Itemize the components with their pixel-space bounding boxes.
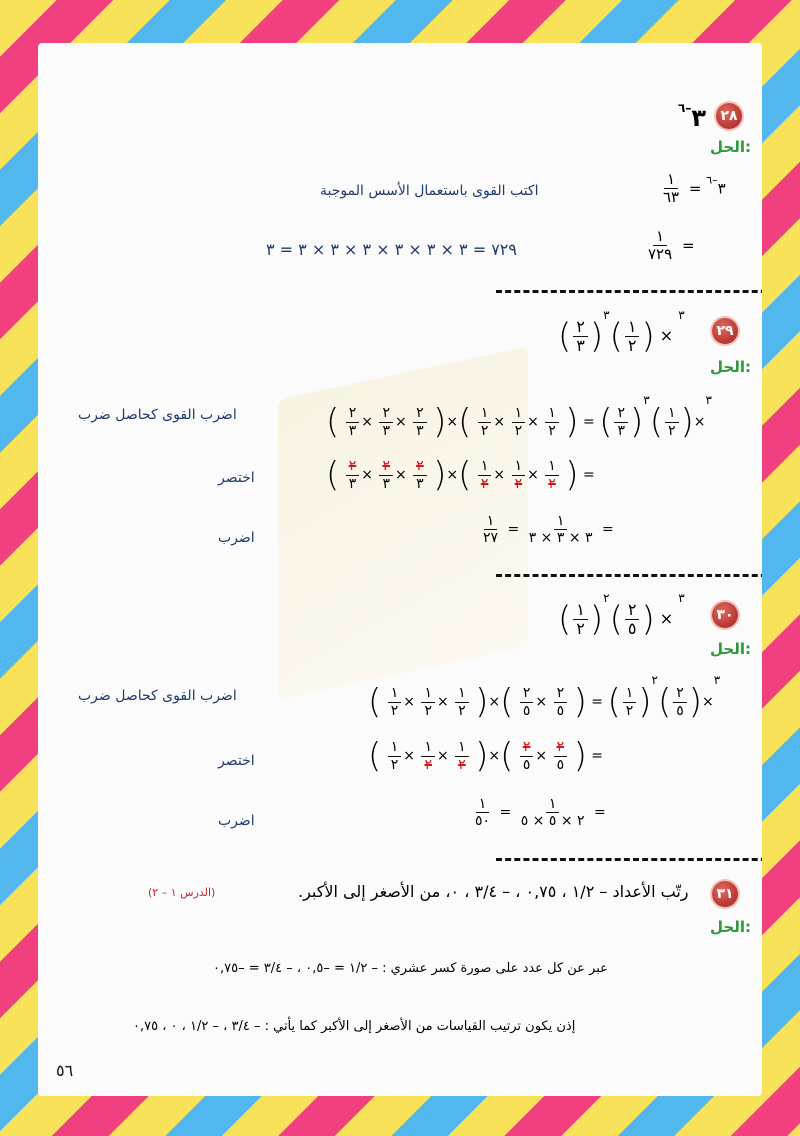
ex31-line2: إذن يكون ترتيب القياسات من الأصغر إلى الأكبر كما يأتي : – ٣/٤ ، – ١/٢ ، ٠ ، ٠,٧٥ (133, 1019, 576, 1034)
ex30-step1: ( $\frac{١}{٢}$ × $\frac{١}{٢}$ × $\frac{١}{٢}$ )×( $\frac{٢}{٥}$ × $\frac{٢}{٥}$ ) = ( $\frac{١}{٢}$ )٣×( $\frac{٢}{٥}$ )٢ (368, 673, 721, 722)
ex31-line1: عبر عن كل عدد على صورة كسر عشري : – ١/٢ = –٠,٥ ، – ٣/٤ = –٠,٧٥ (213, 961, 608, 976)
ex28-line1: $\frac{١}{٦٣}$ = $٣^{-٦}$ (663, 170, 726, 207)
exercise-number-28: ٢٨ (716, 103, 742, 129)
section-divider (496, 858, 762, 861)
exercise-31-problem: رتّب الأعداد – ١/٢ ، ٠,٧٥ ، – ٣/٤ ، ٠، من الأصغر إلى الأكبر. (298, 882, 689, 901)
ex28-line2-fraction: $\frac{١}{٧٢٩}$ = (648, 227, 695, 264)
section-divider (496, 574, 762, 577)
solution-label: الحل: (710, 358, 751, 376)
instruction-multiply-product: اضرب القوى كحاصل ضرب (78, 688, 237, 704)
instruction-simplify: اختصر (218, 470, 255, 486)
lesson-reference: (الدرس ١ – ٢) (148, 886, 216, 899)
section-divider (496, 290, 762, 293)
instruction-multiply-product: اضرب القوى كحاصل ضرب (78, 407, 237, 423)
ex30-result: $\frac{١}{٥٠}$ = $\frac{١}{٢ \times ٥ \times ٥}$ = (475, 796, 606, 830)
solution-label: الحل: (710, 640, 751, 658)
instruction-multiply: اضرب (218, 530, 255, 546)
ex29-step2: ( $\frac{٢}{٣}$ × $\frac{٢}{٣}$ × $\frac{٢}{٣}$ )×( $\frac{١}{٢}$ × $\frac{١}{٢}$ × $\frac{١}{٢}$ ) = (326, 455, 595, 495)
exercise-number-30: ٣٠ (712, 602, 738, 628)
ex28-line2-product: ٧٢٩ = ٣ × ٣ × ٣ × ٣ × ٣ × ٣ = ٣ (266, 240, 517, 259)
instruction-positive-exponents: اكتب القوى باستعمال الأسس الموجبة (320, 183, 539, 199)
ex29-result: $\frac{١}{٢٧}$ = $\frac{١}{٣ \times ٣ \times ٣}$ = (483, 513, 614, 547)
exercise-number-29: ٢٩ (712, 318, 738, 344)
page-number: ٥٦ (56, 1061, 74, 1080)
solution-label: الحل: (710, 918, 751, 936)
solution-label: الحل: (710, 138, 751, 156)
exercise-number-31: ٣١ (712, 881, 738, 907)
exercise-29-problem: ( $\frac{٢}{٣}$ )$^٣$ × ( $\frac{١}{٢}$ )$^٣$ (558, 308, 685, 357)
page-sheet (38, 43, 762, 1096)
ex30-step2: ( $\frac{١}{٢}$ × $\frac{١}{٢}$ × $\frac{١}{٢}$ )×( $\frac{٢}{٥}$ × $\frac{٢}{٥}$ ) = (368, 736, 604, 776)
exercise-30-problem: ( $\frac{١}{٢}$ )$^٣$ × ( $\frac{٢}{٥}$ )$^٢$ (558, 591, 685, 640)
exercise-28-problem: $٣^{-٦}$ (678, 101, 706, 132)
instruction-multiply: اضرب (218, 813, 255, 829)
instruction-simplify: اختصر (218, 753, 255, 769)
ex29-step1: ( $\frac{٢}{٣}$ × $\frac{٢}{٣}$ × $\frac{٢}{٣}$ )×( $\frac{١}{٢}$ × $\frac{١}{٢}$ × $\frac{١}{٢}$ ) = ( $\frac{٢}{٣}$ )٣×( $\frac{١}{٢}$ )٣ (326, 393, 712, 442)
